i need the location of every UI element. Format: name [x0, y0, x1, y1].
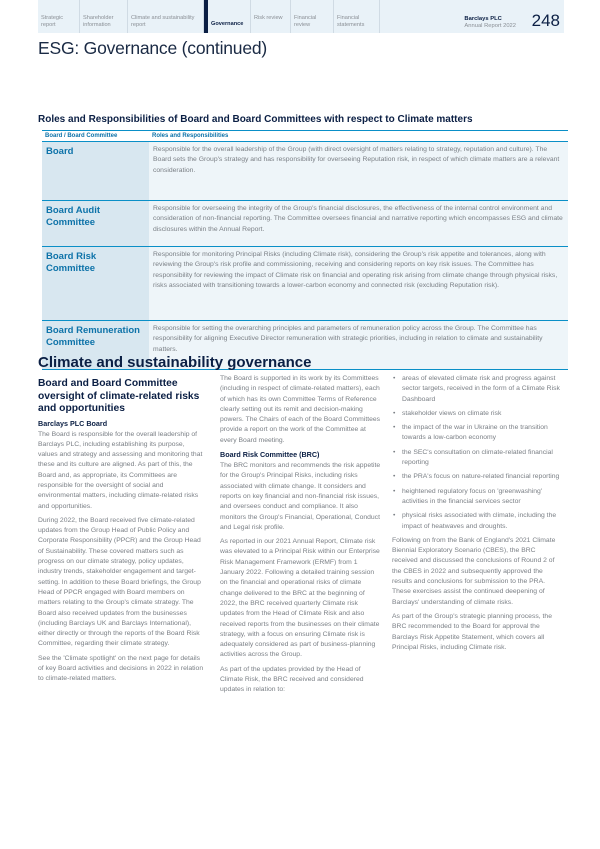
brc-updates-list: [392, 374, 562, 532]
table-row: [42, 142, 568, 201]
table-row: [42, 201, 568, 247]
bullet-icon: •: [393, 424, 396, 432]
paragraph: The Board is supported in its work by its Committees (including in respect of climate-related matters), each of which has its own Committee Terms of Reference clearly setting out its remit and decision-making powers. The Chairs of each of the Board Committees provide a report on the work of the Committee at every Board meeting.: [220, 375, 381, 444]
nav-tab-financial-statements[interactable]: Financial statements: [334, 0, 380, 33]
committee-name: Board Remuneration Committee: [42, 321, 149, 369]
nav-tab-shareholder-information[interactable]: Shareholder information: [80, 0, 128, 33]
paragraph: The Board is responsible for the overall leadership of Barclays PLC, including establishing its purpose, values and strategy and assessing and monitoring that these and its culture are aligned. As part of this, the Board and, as appropriate, its Committees are responsible for the oversight of social and environmental matters, including climate-related risks and opportunities.: [38, 430, 203, 510]
nav-tab-strategic-report[interactable]: Strategic report: [38, 0, 80, 33]
list-item: • the impact of the war in Ukraine on the transition towards a low-carbon economy: [393, 424, 548, 442]
nav-tab-climate-sustainability[interactable]: Climate and sustainability report: [128, 0, 204, 33]
committee-name: Board Risk Committee: [42, 247, 149, 320]
table-row: [42, 247, 568, 321]
bullet-icon: •: [393, 473, 396, 481]
list-item: • the PRA's focus on nature-related financial reporting: [392, 472, 562, 482]
bullet-icon: •: [393, 512, 396, 520]
list-item: • physical risks associated with climate, including the impact of heatwaves and droughts.: [393, 512, 557, 530]
nav-tab-governance[interactable]: Governance: [204, 0, 251, 33]
committee-roles: Responsible for setting the overarching principles and parameters of remuneration policy across the Group. The Committee has responsibility for aligning Executive Director remuneration with strategic priorities, including in relation to climate and sustainability matters.: [149, 321, 568, 369]
column-heading: Board and Board Committee oversight of climate-related risks and opportunities: [38, 378, 200, 414]
section-title: Climate and sustainability governance: [38, 354, 312, 371]
board-subheading: Barclays PLC Board: [38, 418, 108, 428]
paragraph: The BRC monitors and recommends the risk appetite for the Group's Principal Risks, including risks associated with climate change. It considers and reports on key financial and non-financial risk issues, and oversees conduct and compliance. It also monitors the Group's Financial, Operational, Conduct and Legal risk profile.: [220, 462, 381, 531]
committee-name: Board: [42, 142, 149, 200]
column-1: [38, 378, 206, 689]
bullet-icon: •: [393, 487, 396, 495]
brand-name: Barclays PLC: [464, 16, 502, 22]
list-item: • heightened regulatory focus on 'greenwashing' activities in the financial services sector: [393, 487, 543, 505]
header-committee: Board / Board Committee: [45, 133, 118, 139]
paragraph: See the 'Climate spotlight' on the next page for details of key Board activities and decisions in 2022 in relation to climate-related matters.: [38, 654, 204, 683]
list-item: • areas of elevated climate risk and progress against sector targets, received in the form of a Climate Risk Dashboard: [393, 375, 560, 403]
paragraph: As reported in our 2021 Annual Report, Climate risk was elevated to a Principal Risk within our Enterprise Risk Management Framework (ERMF) from 1 January 2022. Following a detailed training session on the financial and operational risks of climate change delivered to the BRC at the beginning of 2022, the BRC received quarterly Climate risk updates from the Head of Climate Risk and also received reports from the businesses on their climate strategy, with a focus on ensuring Climate risk is adequately considered as part of business-planning activities across the Group.: [220, 538, 380, 659]
committee-name: Board Audit Committee: [42, 201, 149, 246]
brc-subheading: Board Risk Committee (BRC): [220, 450, 320, 460]
list-item: • the SEC's consultation on climate-related financial reporting: [393, 448, 553, 467]
brand-block: [464, 16, 516, 29]
list-item: • stakeholder views on climate risk: [392, 409, 562, 419]
roles-table: [42, 130, 568, 370]
header-roles: Roles and Responsibilities: [152, 133, 229, 139]
nav-tab-financial-review[interactable]: Financial review: [291, 0, 334, 33]
nav-tab-risk-review[interactable]: Risk review: [251, 0, 291, 33]
paragraph: During 2022, the Board received five climate-related updates from the Group Head of Public Policy and Corporate Responsibility (PPCR) and the Group Head of Sustainability. These covered matters such as progress on our climate strategy, policy updates, industry trends, stakeholder engagement and target-setting. In addition to these Board briefings, the Group Head of PPCR engaged with Board members on matters relating to the Group's climate strategy. The Board also received updates from the businesses (including Barclays UK and Barclays International), either directly or through the reports of the Board Risk Committee, regarding their climate strategy.: [38, 516, 201, 648]
table-title: Roles and Responsibilities of Board and Board Committees with respect to Climate matters: [38, 114, 473, 125]
paragraph: As part of the Group's strategic planning process, the BRC recommended to the Board for approval the Barclays Risk Appetite Statement, which covers all Principal Risks, including Climate risk.: [392, 612, 552, 651]
column-2: [220, 374, 382, 700]
committee-roles: Responsible for the overall leadership of the Group (with direct oversight of matters relating to strategy, reputation and culture). The Board sets the Group's strategy and has responsibility for overseeing Reputation risk, in respect of which climate matters are a relevant consideration.: [149, 142, 568, 200]
bullet-icon: •: [393, 375, 396, 382]
paragraph: Following on from the Bank of England's 2021 Climate Biennial Exploratory Scenario (CBES), the BRC received and discussed the conclusions of Round 2 of the CBES in 2022 and subsequently approved the results and conclusions for submission to the PRA. These exercises assist the continued deepening of Barclays' understanding of climate risks.: [392, 536, 556, 606]
brand-subtitle: Annual Report 2022: [464, 22, 516, 29]
column-3: [392, 374, 562, 657]
section-nav: [38, 0, 564, 33]
committee-roles: Responsible for overseeing the integrity of the Group's financial disclosures, the effectiveness of the internal control environment and consideration of non-financial reporting. The Committee oversees financial and narrative reporting which encompasses ESG and climate disclosures within the Annual Report.: [149, 201, 568, 246]
page-title: ESG: Governance (continued): [38, 38, 268, 58]
table-header: [42, 130, 568, 142]
bullet-icon: •: [393, 409, 396, 417]
bullet-icon: •: [393, 448, 396, 456]
page-number: 248: [531, 11, 560, 30]
paragraph: As part of the updates provided by the Head of Climate Risk, the BRC received and considered updates in relation to:: [220, 665, 364, 694]
committee-roles: Responsible for monitoring Principal Risks (including Climate risk), considering the Group's risk appetite and tolerances, along with reviewing the Group's risk profile and commissioning, receiving and considering reports on key risk issues. The Committee has responsibility for reviewing the impact of Climate risk on financial and operating risk arising from climate change through physical risks, risks associated with transitioning towards a lower-carbon economy and connected risk (excluding Reputation risk).: [149, 247, 568, 320]
